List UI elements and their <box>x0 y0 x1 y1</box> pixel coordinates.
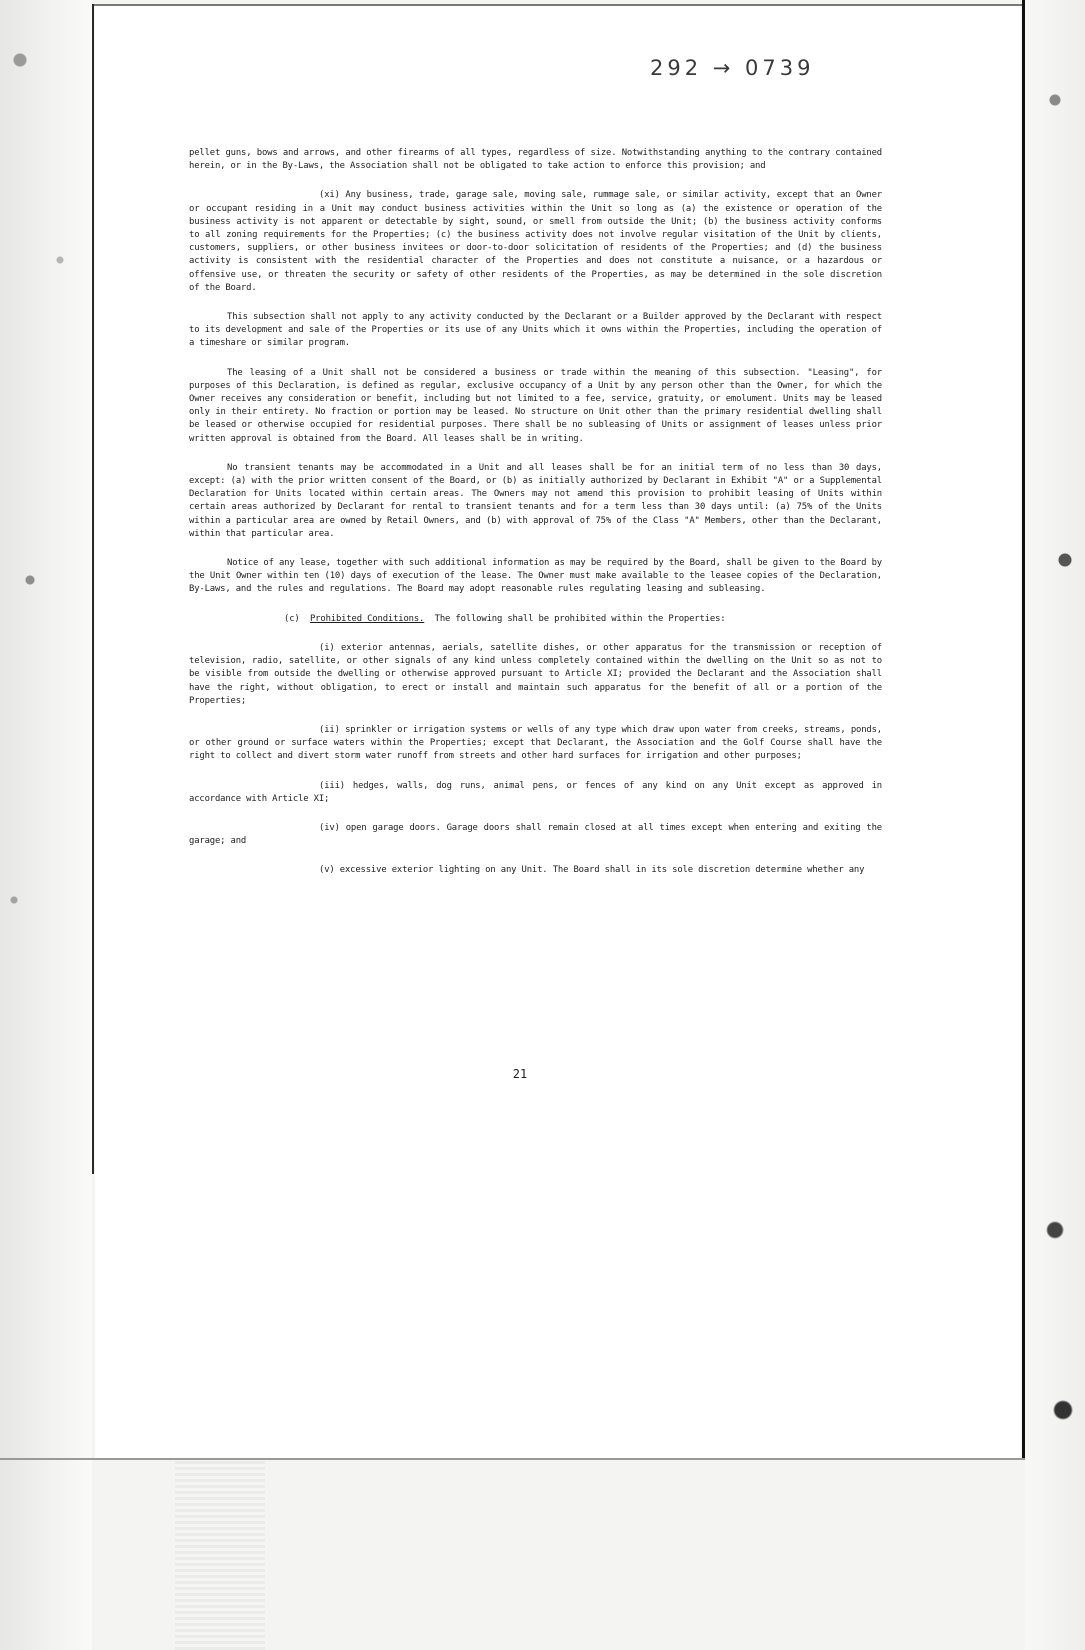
paragraph-leasing: The leasing of a Unit shall not be considered a business or trade within the meaning of this subsection. "Leasing", for purposes of this Declaration, is defined as regular, exclusive occupancy of a Unit by any person other than the Owner, for which the Owner receives any consideration or benefit, including but not limited to a fee, service, gratuity, or emolument. Units may be leased only in their entirety. No fraction or portion may be leased. No structure on Unit other than the primary residential dwelling shall be leased or otherwise occupied for residential purposes. There shall be no subleasing of Units or assignment of leases unless prior written approval is obtained from the Board. All leases shall be in writing. <box>189 367 882 444</box>
scan-margin-right <box>1025 0 1085 1650</box>
page-edge-left <box>92 4 94 1174</box>
item-v-lighting: (v) excessive exterior lighting on any Unit. The Board shall in its sole discretion determine whether any <box>319 865 865 876</box>
paragraph-lease-notice: Notice of any lease, together with such additional information as may be required by the Board, shall be given to the Board by the Unit Owner within ten (10) days of execution of the lease. The Owner must make available to the leasee copies of the Declaration, By-Laws, and the rules and regulations. The Board may adopt reasonable rules regulating leasing and subleasing. <box>189 558 882 595</box>
document-body <box>189 147 882 894</box>
item-iii-hedges: (iii) hedges, walls, dog runs, animal pens, or fences of any kind on any Unit except as approved in accordance with Article XI; <box>189 780 882 804</box>
paragraph-declarant-exception: This subsection shall not apply to any activity conducted by the Declarant or a Builder approved by the Declarant with respect to its development and sale of the Properties or its use of any Units which it owns within the Properties, including the operation of a timeshare or similar program. <box>189 312 882 349</box>
page-edge-bottom <box>0 1458 1060 1460</box>
paragraph-firearms: pellet guns, bows and arrows, and other firearms of all types, regardless of size. Notwithstanding anything to the contrary contained herein, or in the By-Laws, the Association shall not be obligated to take action to enforce this provision; and <box>189 148 882 172</box>
section-title: Prohibited Conditions. <box>309 613 425 624</box>
page-edge-top <box>92 4 1022 6</box>
section-intro: The following shall be prohibited within the Properties: <box>434 613 726 624</box>
paragraph-transient-tenants: No transient tenants may be accommodated in a Unit and all leases shall be for an initial term of no less than 30 days, except: (a) with the prior written consent of the Board, or (b) as initially authorized by Declarant in Exhibit "A" or a Supplemental Declaration for Units located within certain areas. The Owners may not amend this provision to prohibit leasing of Units within certain areas authorized by Declarant for rental to transient tenants and for a term less than 30 days until: (a) 75% of the Units within a particular area are owned by Retail Owners, and (b) with approval of 75% of the Class "A" Members, other than the Declarant, within that particular area. <box>189 462 882 539</box>
scan-margin-left <box>0 0 92 1650</box>
page-number: 21 <box>512 1067 528 1081</box>
section-label: (c) <box>284 613 300 624</box>
paragraph-business-activity: (xi) Any business, trade, garage sale, moving sale, rummage sale, or similar activity, except that an Owner or occupant residing in a Unit may conduct business activities within the Unit so long as (a) the existence or operation of the business activity is not apparent or detectable by sight, sound, or smell from outside the Unit; (b) the business activity conforms to all zoning requirements for the Properties; (c) the business activity does not involve regular visitation of the Unit by clients, customers, suppliers, or other business invitees or door-to-door solicitation of residents of the Properties; and (d) the business activity is consistent with the residential character of the Properties and does not constitute a nuisance, or a hazardous or offensive use, or threaten the security or safety of other residents of the Properties, as may be determined in the sole discretion of the Board. <box>189 190 882 293</box>
document-number: 292 → 0739 <box>650 56 815 80</box>
section-prohibited-conditions <box>189 613 882 626</box>
scan-artifact-strip <box>175 1460 265 1650</box>
item-ii-sprinklers: (ii) sprinkler or irrigation systems or wells of any type which draw upon water from creeks, streams, ponds, or other ground or surface waters within the Properties; except that Declarant, the Association and the Golf Course shall have the right to collect and divert storm water runoff from streets and other hard surfaces for irrigation and other purposes; <box>189 724 882 762</box>
item-i-antennas: (i) exterior antennas, aerials, satellite dishes, or other apparatus for the transmission or reception of television, radio, satellite, or other signals of any kind unless completely contained within the dwelling on the Unit so as not to be visible from outside the dwelling or otherwise approved pursuant to Article XI; provided the Declarant and the Association shall have the right, without obligation, to erect or install and maintain such apparatus for the benefit of all or a portion of the Properties; <box>189 642 882 706</box>
item-iv-garage-doors: (iv) open garage doors. Garage doors shall remain closed at all times except when entering and exiting the garage; and <box>189 822 882 847</box>
